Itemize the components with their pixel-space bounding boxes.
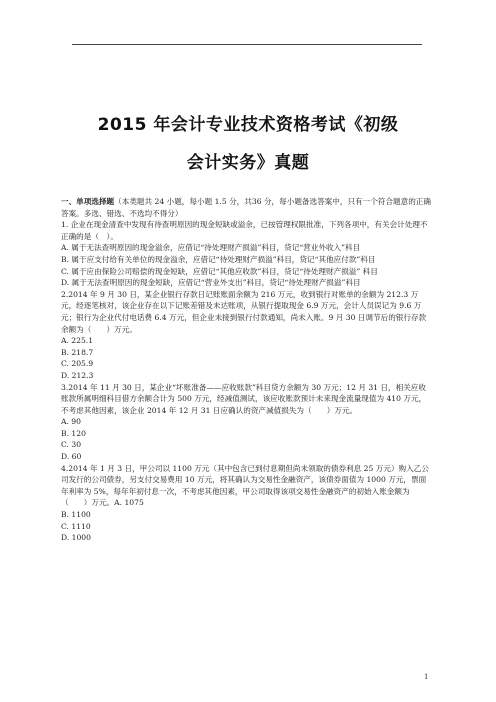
question-3-option-c: C. 30	[61, 440, 82, 450]
header-rule	[72, 44, 422, 45]
question-4-option-c: C. 1110	[61, 521, 91, 531]
title-line-2: 会计实务》真题	[186, 153, 310, 173]
section-1-description: （本类题共 24 小题，每小题 1.5 分，共36 分，每小题备选答案中，只有一个符合题意的正确答案。多选、错选、不选均不得分）	[61, 197, 431, 218]
question-3-option-a: A. 90	[61, 417, 81, 427]
page-number: 1	[424, 673, 429, 681]
question-4-option-d: D. 1000	[61, 533, 91, 543]
question-3-option-b: B. 120	[61, 428, 86, 438]
question-1-stem: 1. 企业在现金清查中发现有待查明原因的现金短缺或溢余，已按管理权限批准，下列各项中，有关会计处理不正确的是（ ）。	[61, 220, 428, 241]
question-1-option-d: D. 属于无法查明原因的现金短缺，应借记“营业外支出”科目，贷记“待处理财产损溢”科目	[61, 278, 361, 288]
question-1-option-a: A. 属于无法查明原因的现金溢余，应借记“待处理财产损溢”科目，贷记“营业外收入”科目	[61, 243, 361, 253]
section-1-intro	[61, 196, 433, 219]
question-2-option-b: B. 218.7	[61, 347, 94, 357]
section-1-heading: 一、单项选择题	[61, 197, 115, 206]
question-2-option-a: A. 225.1	[61, 336, 94, 346]
question-4-stem: 4.2014 年 1 月 3 日，甲公司以 1100 万元（其中包含已到付息期但尚未领取的债券利息 25 万元）购入乙公司发行的公司债券，另支付交易费用 10 万元，将其确认为交易性金融资产，该债券面值为 1000 万元，票面年利率为 5%，每年年初付息一次，不考虑其他因素，甲公司取得该项交易性金融资产的初始入账金额为（ ）万元。A. 1075	[61, 463, 429, 508]
question-2-stem: 2.2014 年 9 月 30 日，某企业银行存款日记账账面余额为 216 万元，收到银行对账单的余额为 212.3 万元，经逐笔核对，该企业存在以下记账差错及未达账项，从银行提取现金 6.9 万元，会计人员误记为 9.6 万元；银行为企业代付电话费 6.4 万元，但企业未接到银行付款通知，尚未入账。9 月 30 日调节后的银行存款余额为（ ）万元。	[61, 289, 427, 334]
question-1-option-b: B. 属于应支付给有关单位的现金溢余，应借记“待处理财产损溢”科目，贷记“其他应付款”科目	[61, 254, 376, 264]
title-line-1: 2015 年会计专业技术资格考试《初级	[97, 115, 399, 135]
question-3-option-d: D. 60	[61, 452, 82, 462]
question-2-option-c: C. 205.9	[61, 359, 94, 369]
question-3-stem: 3.2014 年 11 月 30 日，某企业“坏账准备——应收账款”科目贷方余额为 30 万元；12 月 31 日，相关应收账款所属明细科目借方余额合计为 500 万元，经减值测试，该应收账款预计未来现金流量现值为 410 万元，不考虑其他因素，该企业 2014 年 12 月 31 日应确认的资产减值损失为（ ）万元。	[61, 382, 427, 415]
question-1-option-c: C. 属于应由保险公司赔偿的现金短缺，应借记“其他应收款”科目，贷记“待处理财产损溢” 科目	[61, 266, 378, 276]
question-2-option-d: D. 212.3	[61, 370, 94, 380]
document-body	[61, 196, 433, 544]
question-4-option-b: B. 1100	[61, 510, 91, 520]
